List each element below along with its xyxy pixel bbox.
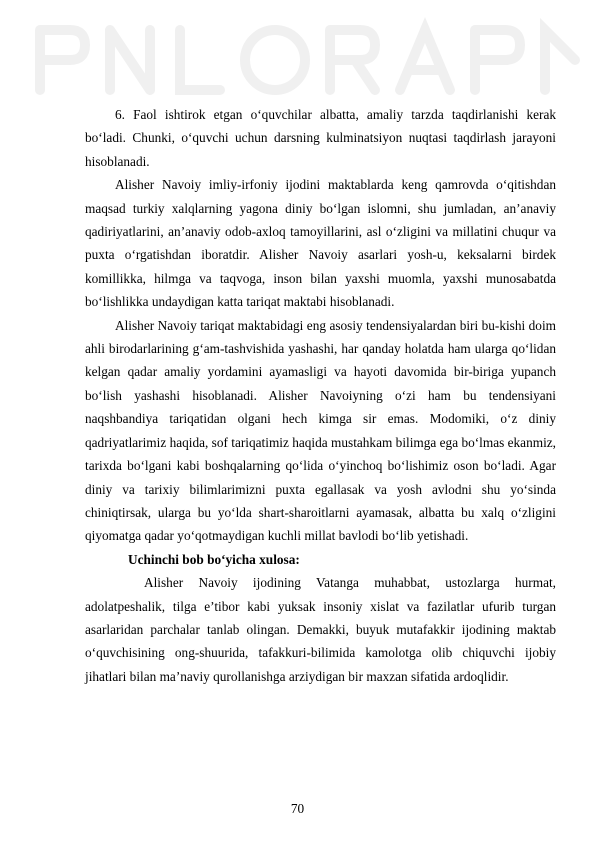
section-heading: Uchinchi bob bo‘yicha xulosa: [128, 551, 300, 567]
page-number: 70 [290, 801, 305, 816]
paragraph-3: Alisher Navoiy tariqat maktabidagi eng asosiy tendensiyalardan biri bu-kishi doim ahli birodarlarining g‘am-tashvishida yashashi, har qanday holatda ham ularga qo‘lidan kelgan qadar amaliy yordamini ayamasligi va hayoti davomida bir-biriga yupanch bo‘lish yashashi hisoblanadi. Alisher Navoiyning o‘zi ham bu tendensiyani naqshbandiya tariqatidan olgani hech kimga sir emas. Modomiki, o‘z diniy qadriyatlarimiz haqida, sof tariqatimiz haqida mustahkam bilimga ega bo‘lmas ekanmiz, tarixda bo‘lgani kabi boshqalarning qo‘lida o‘yinchoq bo‘lishimiz oson bo‘ladi. Agar diniy va tarixiy bilimlarimizni puxta egallasak va yosh avlodni shu yo‘sinda chiniqtirsak, ularga bu yo‘lda shart-sharoitlarni ayamasak, albatta bu xalq o‘zligini qiyomatga qadar yo‘qotmaydigan kuchli millat bavlodi bo‘lib yetishadi. [85, 317, 556, 544]
conclusion-paragraph: Alisher Navoiy ijodining Vatanga muhabbat, ustozlarga hurmat, adolatpeshalik, tilga e’tibor kabi yuksak insoniy xislat va fazilatlar ufurib turgan asarlaridan parchalar tanlab olingan. Demakki, buyuk mutafakkir ijodining maktab o‘quvchisining ong-shuurida, tafakkuri-bilimida kamolotga olib chiquvchi ijobiy jihatlari bilan ma’naviy qurollanishga arziydigan bir maxzan sifatida ardoqlidir. [85, 575, 556, 684]
body-text [85, 103, 556, 688]
paragraph-1: 6. Faol ishtirok etgan o‘quvchilar albatta, amaliy tarzda taqdirlanishi kerak bo‘ladi. Chunki, o‘quvchi uchun darsning kulminatsiyon nuqtasi taqdirlash jarayoni hisoblanadi. [85, 107, 556, 169]
watermark-logo [0, 0, 595, 120]
paragraph-2: Alisher Navoiy imliy-irfoniy ijodini maktablarda keng qamrovda o‘qitishdan maqsad turkiy xalqlarning yagona diniy bo‘lgan islomni, shu jumladan, an’anaviy qadiriyatlarini, an’anaviy odob-axloq tamoyillarini, asl o‘zligini va millatini chuqur va puxta o‘rgatishdan iboratdir. Alisher Navoiy asarlari yosh-u, keksalarni birdek komillikka, hilmga va taqvoga, inson bilan yaxshi muomla, yaxshi munosabatda bo‘lishlikka undaydigan katta tariqat maktabi hisoblanadi. [85, 177, 556, 310]
